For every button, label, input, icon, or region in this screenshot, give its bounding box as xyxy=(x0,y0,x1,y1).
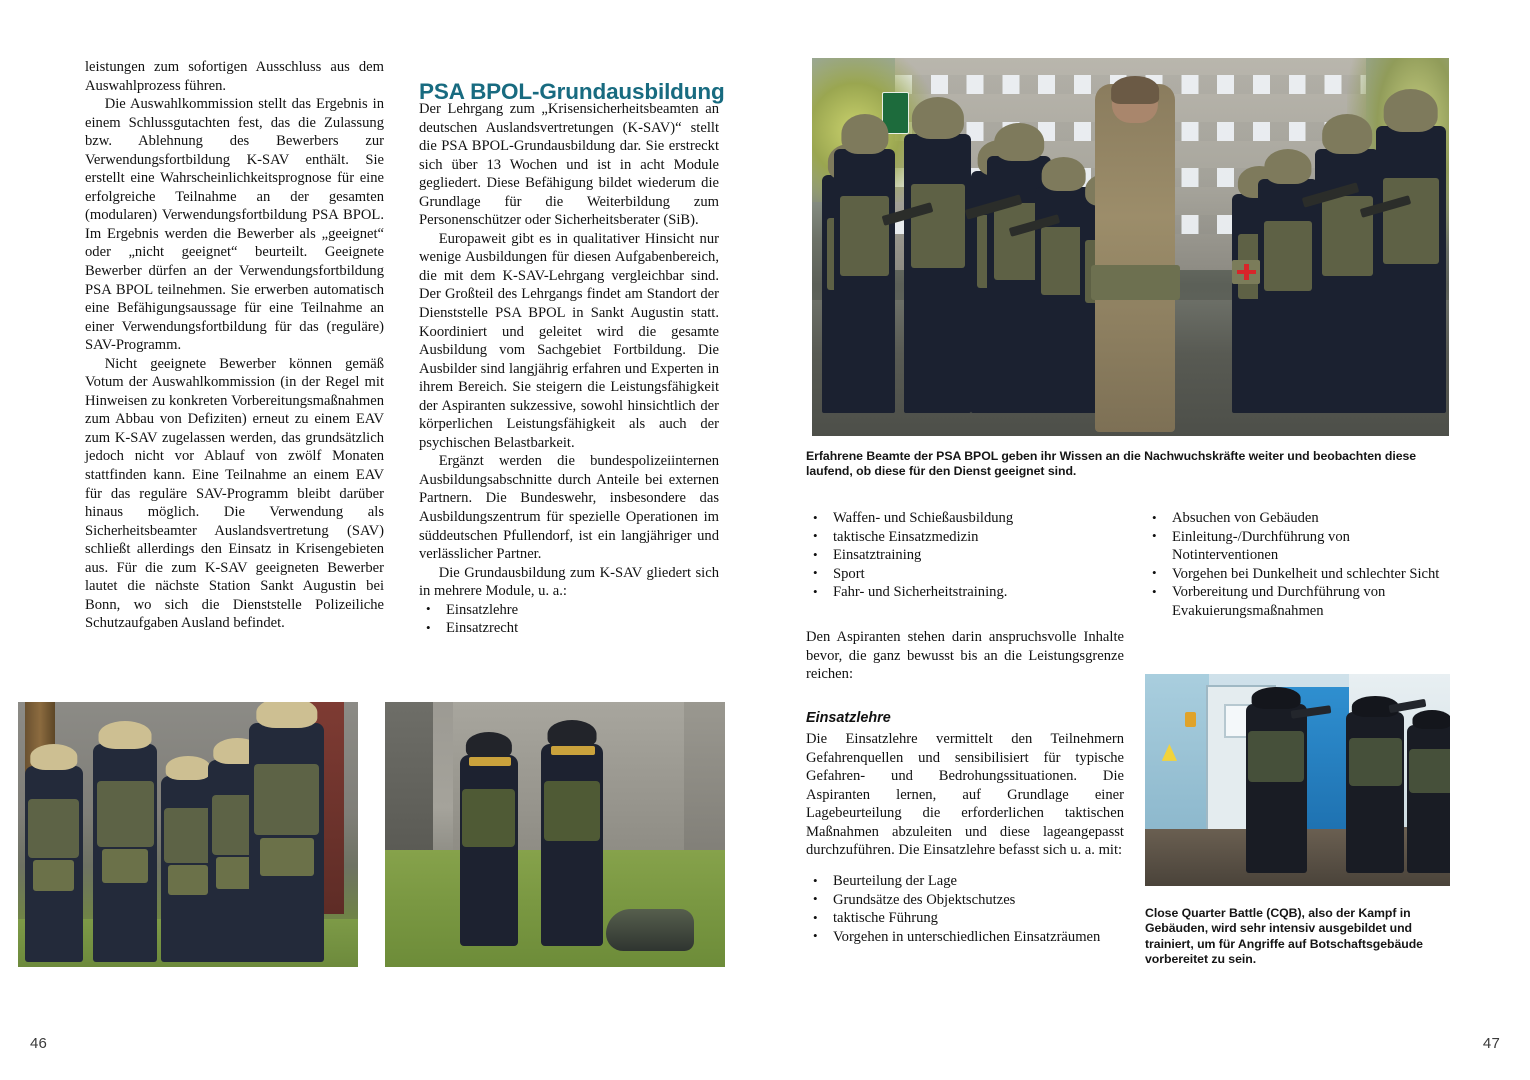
instructor-figure xyxy=(1095,84,1175,432)
list-item: • Vorgehen in unterschiedlichen Einsatzräumen xyxy=(806,928,1106,947)
page-heading-psa-bpol: PSA BPOL-Grundausbildung xyxy=(419,78,725,104)
left-page-column-2 xyxy=(419,100,719,638)
list-item: • Vorgehen bei Dunkelheit und schlechter Sicht xyxy=(1145,565,1450,584)
list-item: • Waffen- und Schießausbildung xyxy=(806,509,1126,528)
page-number-right: 47 xyxy=(1482,1035,1500,1052)
photo-caption-briefing: Erfahrene Beamte der PSA BPOL geben ihr Wissen an die Nachwuchskräfte weiter und beobachten diese laufend, ob diese für den Dienst geeignet sind. xyxy=(806,449,1417,479)
paragraph-continuation: leistungen zum sofortigen Ausschluss aus dem Auswahlprozess führen. xyxy=(85,59,384,94)
paragraph-text: Den Aspiranten stehen darin anspruchsvolle Inhalte bevor, die ganz bewusst bis an die Leistungsgrenze reichen: xyxy=(806,629,1124,683)
paragraph-ergaenzt: Ergänzt werden die bundespolizeiinternen Ausbildungsabschnitte durch Anteile bei externen Partnern. Die Bundeswehr, insbesondere das Ausbildungszentrum für spezielle Operationen im süddeutschen Pfullendorf, ist ein langjähriger und verlässlicher Partner. xyxy=(419,453,719,563)
list-item: • Beurteilung der Lage xyxy=(806,872,1106,891)
list-item: • Sport xyxy=(806,565,1126,584)
photo-casualty-carry-field xyxy=(385,702,725,967)
list-item: • Einsatztraining xyxy=(806,546,1126,565)
paragraph-lehrgang: Der Lehrgang zum „Krisensicherheitsbeamten an deutschen Auslandsvertretungen (K-SAV)“ stellt die PSA BPOL-Grundausbildung dar. Sie erstreckt sich über 13 Wochen und ist in acht Module gegliedert. Diese Befähigung bildet wiederum die Grundlage für die Weiterbildung zum Personenschützer oder Sicherheitsberater (SiB). xyxy=(419,101,719,229)
list-item: • Einsatzrecht xyxy=(419,619,719,638)
photo-caption-cqb: Close Quarter Battle (CQB), also der Kampf in Gebäuden, wird sehr intensiv ausgebildet und trainiert, um für Angriffe auf Botschaftsgebäude vorbereitet zu sein. xyxy=(1145,906,1423,967)
paragraph-nicht-geeignete: Nicht geeignete Bewerber können gemäß Votum der Auswahlkommission (in der Regel mit Hinweisen zu konkreten Vorbereitungsmaßnahmen zum Abbau von Defiziten) erneut zu einem EAV zum K-SAV zugelassen werden, das grundsätzlich jedoch nicht vor Ablauf von zwölf Monaten stattfinden kann. Eine Teilnahme an einem EAV für das reguläre SAV-Programm bleibt darüber hinaus möglich. Die Verwendung als Sicherheitsbeamter Auslandsvertretung (SAV) schließt allerdings den Einsatz in Krisengebieten aus. Für die zum K-SAV geeigneten Bewerber lautet die nächste Station Sankt Augustin bei Bonn, wo sich die Dienststelle Polizeiliche Schutzaufgaben Ausland befindet. xyxy=(85,355,384,632)
training-modules-bullet-list-right xyxy=(1145,509,1450,620)
module-bullet-list xyxy=(419,601,719,638)
paragraph-aspiranten xyxy=(806,628,1124,684)
list-item: • Fahr- und Sicherheitstraining. xyxy=(806,583,1126,602)
list-item: • Einleitung-/Durchführung von Notinterventionen xyxy=(1145,528,1450,565)
medical-cross-icon xyxy=(1232,260,1260,283)
left-page-column-1 xyxy=(85,58,384,633)
paragraph-europaweit: Europaweit gibt es in qualitativer Hinsicht nur wenige Ausbildungen für diesen Aufgabenbereich, die mit dem K-SAV-Lehrgang vergleichbar sind. Der Großteil des Lehrgangs findet am Standort der Dienststelle PSA BPOL in Sankt Augustin statt. Koordiniert und geleitet wird die gesamte Ausbildung vom Sachgebiet Fortbildung. Die Ausbilder sind langjährig erfahren und Experten in ihrem Bereich. Sie steigern die Leistungsfähigkeit der Aspiranten sukzessive, sowohl hinsichtlich der körperlichen Leistungsfähigkeit als auch der psychischen Belastbarkeit. xyxy=(419,230,719,451)
einsatzlehre-bullet-list xyxy=(806,872,1106,946)
subheading-einsatzlehre: Einsatzlehre xyxy=(806,710,891,726)
photo-briefing-officers-outdoor xyxy=(812,58,1449,436)
paragraph-text: Die Einsatzlehre vermittelt den Teilnehmern Gefahrenquellen und sensibilisiert für typische Gefahren- und Bedrohungssituationen. Die Aspiranten lernen, auf Grundlage einer Lagebeurteilung die erforderlichen taktischen Maßnahmen abzuleiten und diese lageangepasst durchzuführen. Die Einsatzlehre befasst sich u. a. mit: xyxy=(806,731,1124,859)
list-item: • Vorbereitung und Durchführung von Evakuierungsmaßnahmen xyxy=(1145,583,1450,620)
list-item: • Absuchen von Gebäuden xyxy=(1145,509,1450,528)
photo-tactical-stack-building xyxy=(18,702,358,967)
page-number-left: 46 xyxy=(30,1035,48,1052)
warning-lamp-icon xyxy=(1185,712,1196,727)
list-item: • taktische Führung xyxy=(806,909,1106,928)
paragraph-auswahlkommission: Die Auswahlkommission stellt das Ergebnis in einem Schlussgutachten fest, das die Zulassung bzw. Ablehnung des Bewerbers zur Verwendungsfortbildung K-SAV enthält. Sie erstellt eine Wahrscheinlichkeitsprognose für eine erfolgreiche Teilnahme an der gesamten (modularen) Verwendungsfortbildung PSA BPOL. Im Ergebnis werden die Bewerber als „geeignet“ oder „nicht geeignet“ beurteilt. Geeignete Bewerber dürfen an der Verwendungsfortbildung PSA BPOL teilnehmen. Sie erwerben automatisch eine Befähigungsaussage für eine Teilnahme an einer Verwendungsfortbildung für das (reguläre) SAV-Programm. xyxy=(85,96,384,354)
list-item: • Grundsätze des Objektschutzes xyxy=(806,891,1106,910)
paragraph-einsatzlehre xyxy=(806,730,1124,860)
list-item: • Einsatzlehre xyxy=(419,601,719,620)
photo-cqb-room-entry xyxy=(1145,674,1450,886)
paragraph-grundausbildung: Die Grundausbildung zum K-SAV gliedert sich in mehrere Module, u. a.: xyxy=(419,564,719,600)
training-modules-bullet-list-left xyxy=(806,509,1126,602)
list-item: • taktische Einsatzmedizin xyxy=(806,528,1126,547)
